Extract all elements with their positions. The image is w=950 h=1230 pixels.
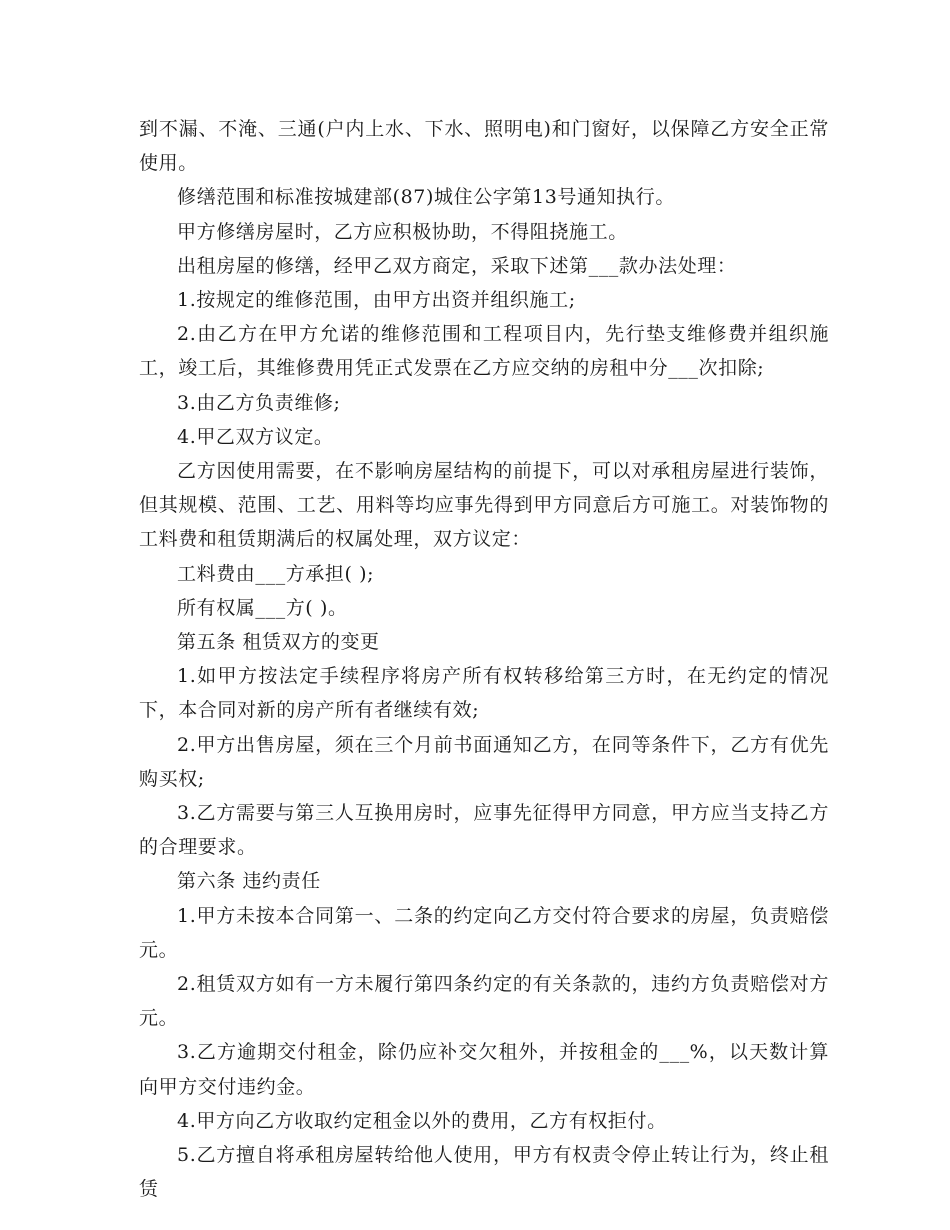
paragraph: 所有权属___方( )。 xyxy=(177,596,348,619)
paragraph: 甲方修缮房屋时，乙方应积极协助，不得阻挠施工。 xyxy=(177,220,628,243)
paragraph: 4.甲方向乙方收取约定租金以外的费用，乙方有权拒付。 xyxy=(177,1109,667,1132)
paragraph: 第五条 租赁双方的变更 xyxy=(177,631,380,654)
paragraph: 修缮范围和标准按城建部(87)城住公字第13号通知执行。 xyxy=(177,186,675,209)
paragraph: 3.乙方需要与第三人互换用房时，应事先征得甲方同意，甲方应当支持乙方的合理要求。 xyxy=(139,802,829,859)
document-body xyxy=(139,112,829,1207)
paragraph: 1.按规定的维修范围，由甲方出资并组织施工; xyxy=(177,289,576,312)
paragraph: 2.甲方出售房屋，须在三个月前书面通知乙方，在同等条件下，乙方有优先购买权; xyxy=(139,733,829,790)
paragraph: 3.乙方逾期交付租金，除仍应补交欠租外，并按租金的___%，以天数计算向甲方交付违约金。 xyxy=(139,1041,829,1098)
paragraph: 2.租赁双方如有一方未履行第四条约定的有关条款的，违约方负责赔偿对方元。 xyxy=(139,973,829,1030)
paragraph: 出租房屋的修缮，经甲乙双方商定，采取下述第___款办法处理： xyxy=(177,254,737,277)
paragraph: 到不漏、不淹、三通(户内上水、下水、照明电)和门窗好，以保障乙方安全正常使用。 xyxy=(139,118,829,175)
paragraph: 第六条 违约责任 xyxy=(177,870,321,893)
paragraph: 1.如甲方按法定手续程序将房产所有权转移给第三方时，在无约定的情况下，本合同对新的房产所有者继续有效; xyxy=(139,665,829,722)
paragraph: 工料费由___方承担( ); xyxy=(177,562,375,585)
paragraph: 2.由乙方在甲方允诺的维修范围和工程项目内，先行垫支维修费并组织施工，竣工后，其维修费用凭正式发票在乙方应交纳的房租中分___次扣除; xyxy=(139,323,829,380)
paragraph: 4.甲乙双方议定。 xyxy=(177,425,334,448)
paragraph: 3.由乙方负责维修; xyxy=(177,391,341,414)
paragraph: 1.甲方未按本合同第一、二条的约定向乙方交付符合要求的房屋，负责赔偿元。 xyxy=(139,904,829,961)
paragraph: 5.乙方擅自将承租房屋转给他人使用，甲方有权责令停止转让行为，终止租赁 xyxy=(139,1144,829,1201)
paragraph: 乙方因使用需要，在不影响房屋结构的前提下，可以对承租房屋进行装饰，但其规模、范围、工艺、用料等均应事先得到甲方同意后方可施工。对装饰物的工料费和租赁期满后的权属处理，双方议定： xyxy=(139,460,829,551)
